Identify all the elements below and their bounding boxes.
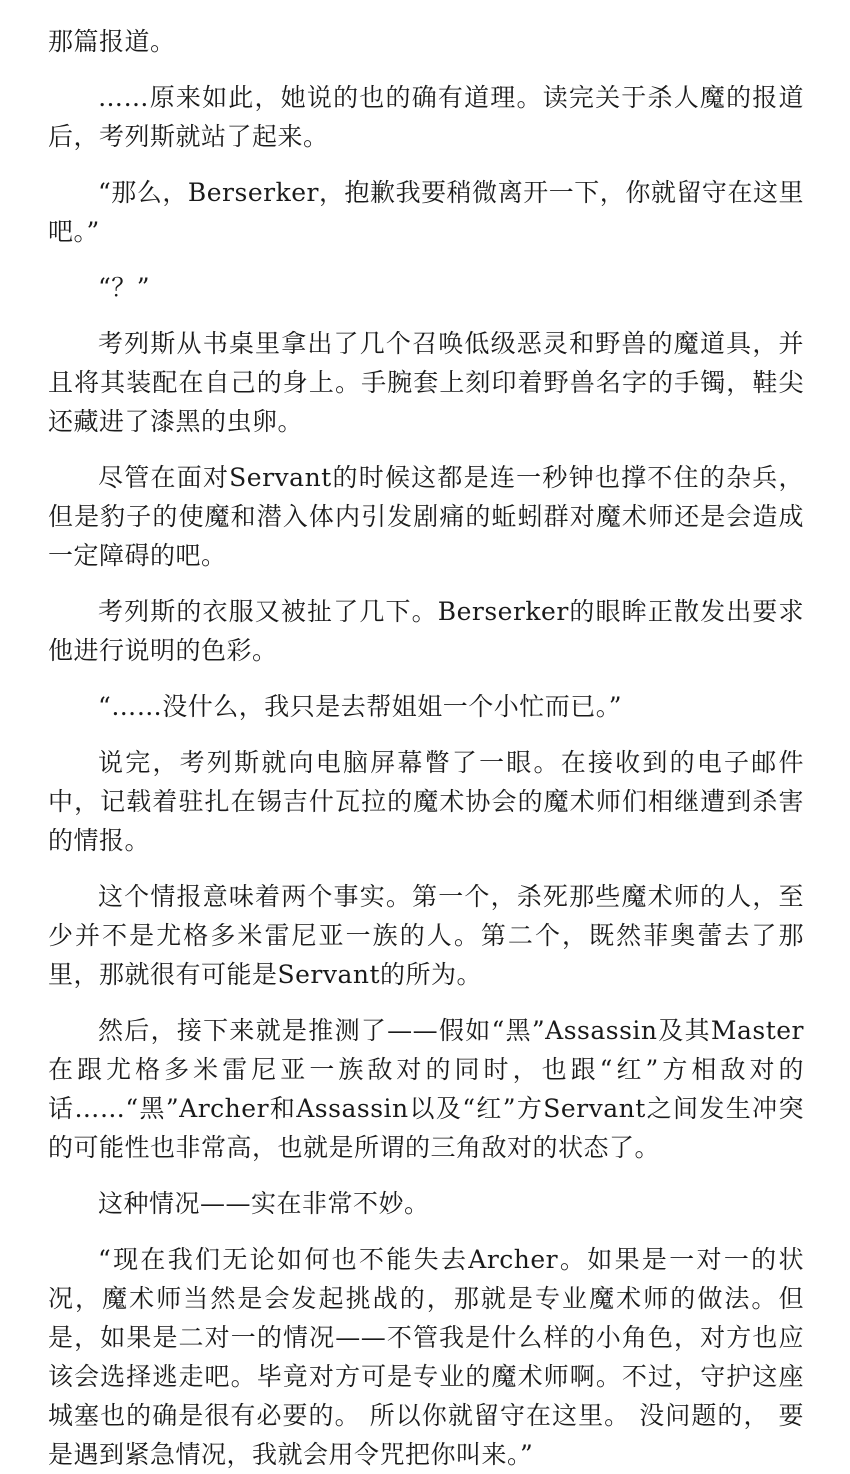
paragraph-11: 然后，接下来就是推测了——假如“黑”Assassin及其Master在跟尤格多米雷尼亚一族敌对的同时，也跟“红”方相敌对的话……“黑”Archer和Assassin以及“红”方Servant之间发生冲突的可能性也非常高，也就是所谓的三角敌对的状态了。 [48,1016,804,1162]
paragraph-12: 这种情况——实在非常不妙。 [98,1189,430,1218]
paragraph-7: 考列斯的衣服又被扯了几下。Berserker的眼眸正散发出要求他进行说明的色彩。 [48,597,804,665]
paragraph-6: 尽管在面对Servant的时候这都是连一秒钟也撑不住的杂兵，但是豹子的使魔和潜入体内引发剧痛的蚯蚓群对魔术师还是会造成一定障碍的吧。 [48,463,804,570]
paragraph-8: “……没什么，我只是去帮姐姐一个小忙而已。” [98,692,623,721]
paragraph-9: 说完，考列斯就向电脑屏幕瞥了一眼。在接收到的电子邮件中，记载着驻扎在锡吉什瓦拉的魔术协会的魔术师们相继遭到杀害的情报。 [48,748,804,855]
paragraph-4: “？” [98,273,151,302]
paragraph-5: 考列斯从书桌里拿出了几个召唤低级恶灵和野兽的魔道具，并且将其装配在自己的身上。手腕套上刻印着野兽名字的手镯，鞋尖还藏进了漆黑的虫卵。 [48,329,804,436]
paragraph-1: 那篇报道。 [48,27,176,56]
paragraph-2: ……原来如此，她说的也的确有道理。读完关于杀人魔的报道后，考列斯就站了起来。 [48,83,804,151]
paragraph-10: 这个情报意味着两个事实。第一个，杀死那些魔术师的人，至少并不是尤格多米雷尼亚一族的人。第二个，既然菲奥蕾去了那里，那就很有可能是Servant的所为。 [48,882,804,989]
paragraph-13: “现在我们无论如何也不能失去Archer。如果是一对一的状况，魔术师当然是会发起挑战的，那就是专业魔术师的做法。但是，如果是二对一的情况——不管我是什么样的小角色，对方也应该会选择逃走吧。毕竟对方可是专业的魔术师啊。不过，守护这座城塞也的确是很有必要的。 所以你就留守在这里。 没问题的， 要是遇到紧急情况，我就会用令咒把你叫来。” [48,1245,804,1469]
paragraph-3: “那么，Berserker，抱歉我要稍微离开一下，你就留守在这里吧。” [48,178,804,246]
